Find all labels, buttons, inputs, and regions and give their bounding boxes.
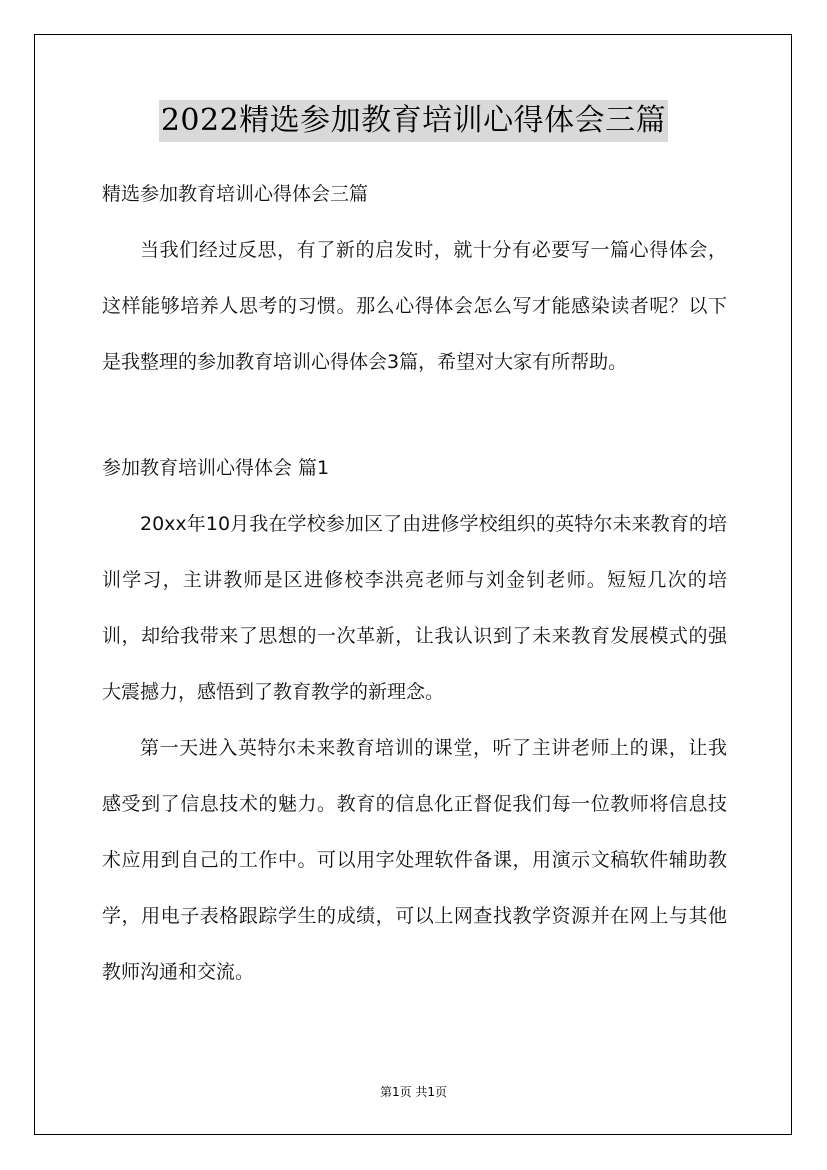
document-subtitle: 精选参加教育培训心得体会三篇: [102, 183, 369, 205]
title-container: [0, 100, 827, 142]
section-heading: 参加教育培训心得体会 篇1: [102, 457, 330, 479]
document-title: 2022精选参加教育培训心得体会三篇: [159, 100, 668, 142]
document-body: [102, 166, 727, 1000]
body-paragraph-2: 第一天进入英特尔未来教育培训的课堂，听了主讲老师上的课，让我感受到了信息技术的魅力。教育的信息化正督促我们每一位教师将信息技术应用到自己的工作中。可以用字处理软件备课，用演示文稿软件辅助教学，用电子表格跟踪学生的成绩，可以上网查找教学资源并在网上与其他教师沟通和交流。: [102, 737, 727, 983]
section-gap: [102, 390, 727, 440]
page-footer: 第1页 共1页: [379, 1085, 448, 1099]
intro-paragraph: 当我们经过反思，有了新的启发时，就十分有必要写一篇心得体会，这样能够培养人思考的习惯。那么心得体会怎么写才能感染读者呢？以下是我整理的参加教育培训心得体会3篇，希望对大家有所帮助。: [102, 239, 727, 373]
body-paragraph-1: 20xx年10月我在学校参加区了由进修学校组织的英特尔未来教育的培训学习，主讲教师是区进修校李洪亮老师与刘金钊老师。短短几次的培训，却给我带来了思想的一次革新，让我认识到了未来教育发展模式的强大震撼力，感悟到了教育教学的新理念。: [102, 513, 727, 703]
